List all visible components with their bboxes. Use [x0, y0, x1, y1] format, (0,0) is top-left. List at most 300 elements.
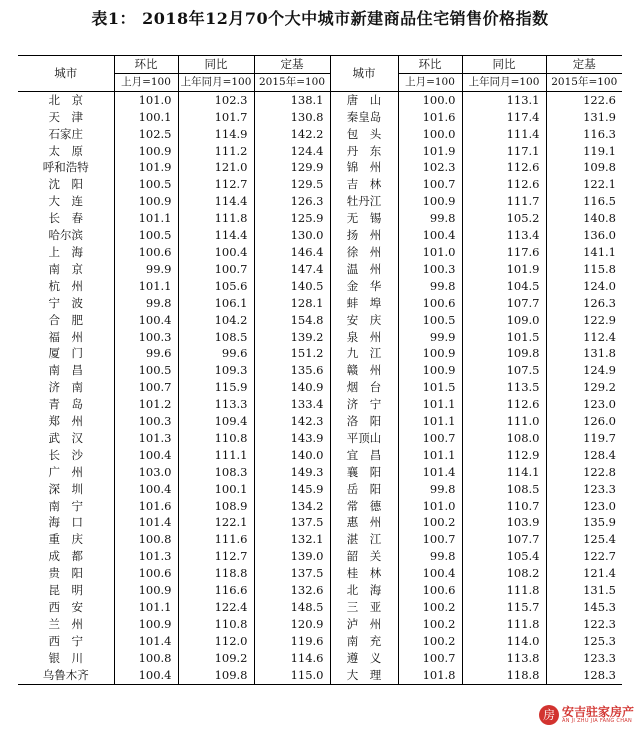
city-right: 平顶山 [330, 430, 398, 447]
mom-value-left: 100.9 [114, 616, 178, 633]
fixed-base-header: 定基 [254, 56, 330, 74]
yoy-value-right: 118.8 [462, 667, 546, 684]
mom-value-left: 100.3 [114, 413, 178, 430]
fixed-value-left: 133.4 [254, 396, 330, 413]
yoy-value-left: 108.3 [178, 464, 254, 481]
city-right: 九 江 [330, 345, 398, 362]
yoy-value-right: 111.8 [462, 616, 546, 633]
fixed-value-left: 130.8 [254, 109, 330, 126]
city-right: 岳 阳 [330, 481, 398, 498]
city-left: 海 口 [48, 515, 83, 530]
mom-value-right: 101.6 [398, 109, 462, 126]
city-left: 青 岛 [48, 397, 83, 412]
table-row [18, 126, 622, 143]
table-row [18, 345, 622, 362]
yoy-value-left: 108.5 [178, 329, 254, 346]
table-row [18, 582, 622, 599]
table-row [18, 548, 622, 565]
mom-value-left: 100.5 [114, 227, 178, 244]
fixed-value-left: 114.6 [254, 650, 330, 667]
yoy-base-label: 上年同月=100 [178, 73, 254, 91]
yoy-value-left: 102.3 [178, 91, 254, 108]
yoy-value-right: 107.5 [462, 362, 546, 379]
mom-value-right: 100.7 [398, 176, 462, 193]
mom-value-right: 101.4 [398, 464, 462, 481]
fixed-value-right: 119.1 [546, 143, 622, 160]
yoy-value-left: 111.2 [178, 143, 254, 160]
watermark-subtitle: AN JI ZHU JIA FANG CHAN [561, 718, 633, 724]
fixed-value-right: 122.9 [546, 312, 622, 329]
city-left: 南 昌 [48, 363, 83, 378]
yoy-value-right: 111.0 [462, 413, 546, 430]
city-right: 徐 州 [330, 244, 398, 261]
fixed-value-right: 131.5 [546, 582, 622, 599]
mom-value-left: 103.0 [114, 464, 178, 481]
city-right: 锦 州 [330, 159, 398, 176]
table-row [18, 210, 622, 227]
yoy-value-left: 108.9 [178, 498, 254, 515]
yoy-value-right: 108.2 [462, 565, 546, 582]
watermark-name: 安吉驻家房产 [561, 705, 634, 719]
city-right: 大 理 [330, 667, 398, 684]
mom-value-right: 100.4 [398, 565, 462, 582]
mom-value-left: 101.1 [114, 278, 178, 295]
city-left: 兰 州 [48, 616, 83, 631]
yoy-value-left: 110.8 [178, 430, 254, 447]
mom-value-right: 100.2 [398, 514, 462, 531]
yoy-value-left: 111.8 [178, 210, 254, 227]
mom-value-right: 100.6 [398, 295, 462, 312]
city-left: 深 圳 [48, 481, 83, 496]
yoy-value-left: 99.6 [178, 345, 254, 362]
table-row [18, 379, 622, 396]
table-row [18, 616, 622, 633]
city-left: 合 肥 [48, 312, 83, 327]
mom-value-right: 101.1 [398, 447, 462, 464]
yoy-value-right: 104.5 [462, 278, 546, 295]
fixed-value-left: 140.0 [254, 447, 330, 464]
table-row [18, 362, 622, 379]
mom-value-left: 101.2 [114, 396, 178, 413]
fixed-value-right: 126.0 [546, 413, 622, 430]
city-right: 唐 山 [330, 91, 398, 108]
mom-value-left: 99.9 [114, 261, 178, 278]
mom-value-right: 99.8 [398, 548, 462, 565]
fixed-value-right: 123.0 [546, 396, 622, 413]
city-right: 惠 州 [330, 514, 398, 531]
table-row [18, 261, 622, 278]
fixed-value-right: 122.1 [546, 176, 622, 193]
yoy-value-right: 112.6 [462, 176, 546, 193]
yoy-value-left: 100.4 [178, 244, 254, 261]
table-row [18, 667, 622, 684]
table-row [18, 633, 622, 650]
table-row [18, 481, 622, 498]
yoy-value-right: 114.1 [462, 464, 546, 481]
table-row [18, 329, 622, 346]
yoy-value-left: 109.4 [178, 413, 254, 430]
fixed-value-left: 129.9 [254, 159, 330, 176]
fixed-value-left: 154.8 [254, 312, 330, 329]
yoy-value-right: 114.0 [462, 633, 546, 650]
table-row [18, 295, 622, 312]
mom-value-right: 101.0 [398, 498, 462, 515]
city-left: 呼和浩特 [42, 160, 89, 175]
city-right: 韶 关 [330, 548, 398, 565]
mom-value-right: 100.9 [398, 362, 462, 379]
yoy-value-left: 113.3 [178, 396, 254, 413]
city-right: 北 海 [330, 582, 398, 599]
fixed-value-right: 115.8 [546, 261, 622, 278]
fixed-value-right: 145.3 [546, 599, 622, 616]
city-right: 烟 台 [330, 379, 398, 396]
yoy-header-right: 同比 [462, 56, 546, 74]
city-right: 桂 林 [330, 565, 398, 582]
city-left: 厦 门 [48, 346, 83, 361]
city-left: 贵 阳 [48, 566, 83, 581]
yoy-value-left: 101.7 [178, 109, 254, 126]
mom-value-right: 100.2 [398, 616, 462, 633]
city-left: 哈尔滨 [48, 228, 83, 243]
mom-base-label: 上月=100 [114, 73, 178, 91]
table-row [18, 193, 622, 210]
city-right: 泉 州 [330, 329, 398, 346]
city-right: 吉 林 [330, 176, 398, 193]
fixed-value-right: 131.8 [546, 345, 622, 362]
table-row [18, 413, 622, 430]
yoy-value-left: 109.2 [178, 650, 254, 667]
table-row [18, 599, 622, 616]
mom-value-left: 100.7 [114, 379, 178, 396]
yoy-value-left: 111.6 [178, 531, 254, 548]
yoy-value-left: 111.1 [178, 447, 254, 464]
city-left: 长 沙 [48, 447, 83, 462]
mom-header: 环比 [114, 56, 178, 74]
city-left: 西 宁 [48, 633, 83, 648]
yoy-value-left: 112.0 [178, 633, 254, 650]
city-left: 乌鲁木齐 [18, 667, 114, 684]
mom-value-right: 100.5 [398, 312, 462, 329]
mom-value-right: 99.8 [398, 210, 462, 227]
city-column-header-right: 城市 [330, 56, 398, 92]
mom-value-right: 101.1 [398, 396, 462, 413]
fixed-value-left: 139.2 [254, 329, 330, 346]
mom-value-right: 100.9 [398, 345, 462, 362]
yoy-value-left: 109.8 [178, 667, 254, 684]
yoy-value-left: 122.1 [178, 514, 254, 531]
fixed-value-right: 128.4 [546, 447, 622, 464]
city-right: 无 锡 [330, 210, 398, 227]
fixed-value-right: 116.5 [546, 193, 622, 210]
yoy-value-right: 101.5 [462, 329, 546, 346]
city-right: 包 头 [330, 126, 398, 143]
city-column-header: 城市 [54, 65, 78, 80]
fixed-value-left: 134.2 [254, 498, 330, 515]
mom-value-right: 100.7 [398, 531, 462, 548]
city-left: 天 津 [48, 109, 83, 124]
fixed-value-right: 109.8 [546, 159, 622, 176]
mom-value-left: 100.8 [114, 531, 178, 548]
mom-value-left: 101.0 [114, 91, 178, 108]
table-row [18, 565, 622, 582]
city-left: 重 庆 [48, 532, 83, 547]
yoy-value-right: 111.7 [462, 193, 546, 210]
mom-value-left: 101.4 [114, 514, 178, 531]
fixed-value-left: 142.3 [254, 413, 330, 430]
yoy-value-left: 112.7 [178, 548, 254, 565]
fixed-value-right: 123.3 [546, 481, 622, 498]
fixed-value-right: 128.3 [546, 667, 622, 684]
city-left: 福 州 [48, 329, 83, 344]
city-right: 湛 江 [330, 531, 398, 548]
yoy-value-right: 107.7 [462, 531, 546, 548]
price-index-table [18, 55, 622, 685]
mom-value-right: 101.8 [398, 667, 462, 684]
yoy-base-label-right: 上年同月=100 [462, 73, 546, 91]
yoy-value-right: 113.1 [462, 91, 546, 108]
city-left: 银 川 [48, 650, 83, 665]
fixed-value-right: 141.1 [546, 244, 622, 261]
table-row [18, 498, 622, 515]
fixed-value-left: 130.0 [254, 227, 330, 244]
fixed-value-right: 112.4 [546, 329, 622, 346]
mom-value-right: 100.3 [398, 261, 462, 278]
fixed-value-left: 125.9 [254, 210, 330, 227]
mom-value-right: 100.7 [398, 650, 462, 667]
yoy-value-right: 107.7 [462, 295, 546, 312]
city-left: 太 原 [48, 143, 83, 158]
city-left: 西 安 [48, 600, 83, 614]
mom-value-left: 101.6 [114, 498, 178, 515]
yoy-value-left: 112.7 [178, 176, 254, 193]
yoy-value-left: 116.6 [178, 582, 254, 599]
city-left: 南 京 [48, 261, 83, 276]
yoy-value-right: 109.8 [462, 345, 546, 362]
fixed-value-left: 124.4 [254, 143, 330, 160]
fixed-base-label-right: 2015年=100 [546, 73, 622, 91]
fixed-value-left: 149.3 [254, 464, 330, 481]
city-right: 泸 州 [330, 616, 398, 633]
yoy-value-left: 115.9 [178, 379, 254, 396]
table-row [18, 464, 622, 481]
city-left: 郑 州 [48, 414, 83, 429]
city-right: 洛 阳 [330, 413, 398, 430]
fixed-value-left: 140.9 [254, 379, 330, 396]
city-left: 宁 波 [48, 295, 83, 310]
fixed-base-header-right: 定基 [546, 56, 622, 74]
table-row [18, 91, 622, 108]
mom-value-left: 100.3 [114, 329, 178, 346]
mom-value-left: 102.5 [114, 126, 178, 143]
mom-value-left: 101.3 [114, 548, 178, 565]
table-row [18, 650, 622, 667]
table-row [18, 312, 622, 329]
yoy-value-left: 121.0 [178, 159, 254, 176]
city-right: 金 华 [330, 278, 398, 295]
yoy-value-left: 110.8 [178, 616, 254, 633]
mom-value-left: 99.8 [114, 295, 178, 312]
table-row [18, 514, 622, 531]
city-right: 三 亚 [330, 599, 398, 616]
fixed-value-right: 124.0 [546, 278, 622, 295]
fixed-value-right: 124.9 [546, 362, 622, 379]
fixed-value-right: 135.9 [546, 514, 622, 531]
yoy-value-right: 109.0 [462, 312, 546, 329]
mom-value-left: 100.6 [114, 244, 178, 261]
city-left: 昆 明 [48, 583, 83, 598]
table-row [18, 109, 622, 126]
yoy-value-left: 118.8 [178, 565, 254, 582]
fixed-value-left: 138.1 [254, 91, 330, 108]
fixed-value-right: 122.8 [546, 464, 622, 481]
mom-value-left: 101.3 [114, 430, 178, 447]
yoy-value-left: 100.1 [178, 481, 254, 498]
city-right: 牡丹江 [330, 193, 398, 210]
yoy-value-right: 105.4 [462, 548, 546, 565]
yoy-value-right: 113.8 [462, 650, 546, 667]
fixed-value-left: 146.4 [254, 244, 330, 261]
mom-value-left: 99.6 [114, 345, 178, 362]
mom-value-left: 100.9 [114, 193, 178, 210]
city-left: 济 南 [48, 380, 83, 395]
mom-value-right: 99.9 [398, 329, 462, 346]
city-left: 北 京 [48, 92, 83, 107]
fixed-value-left: 132.6 [254, 582, 330, 599]
mom-value-right: 101.1 [398, 413, 462, 430]
yoy-value-right: 101.9 [462, 261, 546, 278]
fixed-value-left: 139.0 [254, 548, 330, 565]
yoy-header: 同比 [178, 56, 254, 74]
city-left: 南 宁 [48, 498, 83, 513]
city-right: 丹 东 [330, 143, 398, 160]
page-title: 表1： 2018年12月70个大中城市新建商品住宅销售价格指数 [91, 9, 549, 28]
mom-value-left: 101.1 [114, 599, 178, 616]
mom-value-left: 100.9 [114, 582, 178, 599]
fixed-value-right: 119.7 [546, 430, 622, 447]
table-body [18, 91, 622, 684]
yoy-value-right: 108.0 [462, 430, 546, 447]
table-row [18, 531, 622, 548]
fixed-value-right: 125.3 [546, 633, 622, 650]
yoy-value-left: 109.3 [178, 362, 254, 379]
yoy-value-right: 103.9 [462, 514, 546, 531]
fixed-value-left: 140.5 [254, 278, 330, 295]
city-right: 温 州 [330, 261, 398, 278]
fixed-value-left: 137.5 [254, 514, 330, 531]
mom-value-right: 100.0 [398, 91, 462, 108]
table-row [18, 143, 622, 160]
city-right: 宜 昌 [330, 447, 398, 464]
mom-value-right: 102.3 [398, 159, 462, 176]
fixed-value-left: 135.6 [254, 362, 330, 379]
fixed-value-right: 140.8 [546, 210, 622, 227]
city-right: 常 德 [330, 498, 398, 515]
mom-value-left: 100.4 [114, 481, 178, 498]
city-right: 秦皇岛 [330, 109, 398, 126]
table-row [18, 447, 622, 464]
fixed-value-right: 131.9 [546, 109, 622, 126]
mom-value-right: 101.5 [398, 379, 462, 396]
yoy-value-right: 117.1 [462, 143, 546, 160]
yoy-value-right: 105.2 [462, 210, 546, 227]
fixed-value-left: 143.9 [254, 430, 330, 447]
fixed-value-left: 148.5 [254, 599, 330, 616]
table-row [18, 244, 622, 261]
table-row [18, 396, 622, 413]
fixed-value-right: 125.4 [546, 531, 622, 548]
mom-value-right: 100.2 [398, 599, 462, 616]
yoy-value-right: 112.6 [462, 159, 546, 176]
city-right: 安 庆 [330, 312, 398, 329]
city-left: 石家庄 [48, 126, 83, 141]
fixed-value-left: 119.6 [254, 633, 330, 650]
house-logo-icon: 房 [539, 705, 559, 725]
mom-value-left: 101.9 [114, 159, 178, 176]
table-row [18, 227, 622, 244]
yoy-value-right: 115.7 [462, 599, 546, 616]
yoy-value-left: 105.6 [178, 278, 254, 295]
mom-value-left: 100.1 [114, 109, 178, 126]
yoy-value-right: 108.5 [462, 481, 546, 498]
fixed-base-label: 2015年=100 [254, 73, 330, 91]
mom-header-right: 环比 [398, 56, 462, 74]
yoy-value-left: 100.7 [178, 261, 254, 278]
city-left: 武 汉 [48, 430, 83, 445]
city-right: 遵 义 [330, 650, 398, 667]
yoy-value-right: 112.9 [462, 447, 546, 464]
fixed-value-right: 123.0 [546, 498, 622, 515]
yoy-value-right: 111.8 [462, 582, 546, 599]
fixed-value-left: 145.9 [254, 481, 330, 498]
city-left: 大 连 [48, 194, 83, 209]
yoy-value-right: 110.7 [462, 498, 546, 515]
yoy-value-right: 113.4 [462, 227, 546, 244]
city-left: 沈 阳 [48, 177, 83, 192]
city-left: 成 都 [48, 549, 83, 564]
table-row [18, 176, 622, 193]
city-left: 广 州 [48, 464, 83, 479]
city-right: 赣 州 [330, 362, 398, 379]
mom-value-right: 99.8 [398, 278, 462, 295]
yoy-value-right: 111.4 [462, 126, 546, 143]
yoy-value-left: 114.9 [178, 126, 254, 143]
yoy-value-right: 113.5 [462, 379, 546, 396]
fixed-value-left: 120.9 [254, 616, 330, 633]
city-right: 济 宁 [330, 396, 398, 413]
fixed-value-right: 121.4 [546, 565, 622, 582]
mom-value-right: 100.4 [398, 227, 462, 244]
mom-value-left: 101.1 [114, 210, 178, 227]
mom-value-left: 100.4 [114, 447, 178, 464]
yoy-value-right: 117.4 [462, 109, 546, 126]
fixed-value-right: 122.7 [546, 548, 622, 565]
mom-value-right: 101.9 [398, 143, 462, 160]
yoy-value-right: 112.6 [462, 396, 546, 413]
mom-value-left: 100.9 [114, 143, 178, 160]
mom-base-label-right: 上月=100 [398, 73, 462, 91]
mom-value-right: 100.9 [398, 193, 462, 210]
watermark [539, 705, 634, 725]
fixed-value-right: 136.0 [546, 227, 622, 244]
yoy-value-left: 106.1 [178, 295, 254, 312]
city-left: 长 春 [48, 211, 83, 226]
mom-value-left: 100.6 [114, 565, 178, 582]
yoy-value-left: 122.4 [178, 599, 254, 616]
fixed-value-left: 128.1 [254, 295, 330, 312]
fixed-value-left: 137.5 [254, 565, 330, 582]
mom-value-left: 101.4 [114, 633, 178, 650]
yoy-value-left: 104.2 [178, 312, 254, 329]
